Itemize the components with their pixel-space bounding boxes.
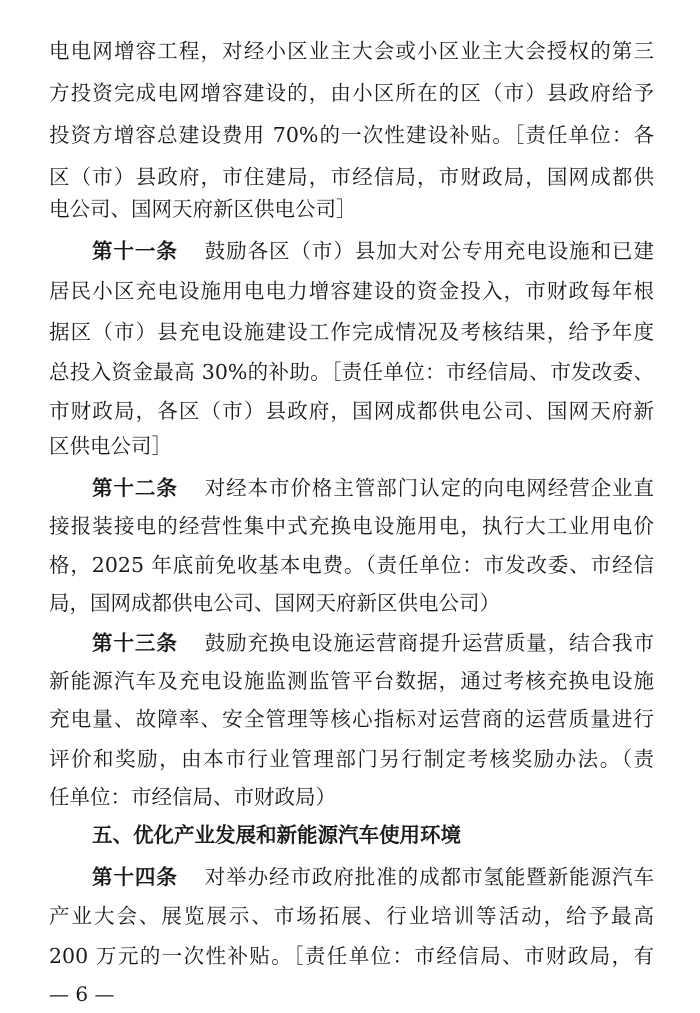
text-line: 市财政局，各区（市）县政府，国网成都供电公司、国网天府新 [49, 399, 654, 423]
text-line: 200 万元的一次性补贴。［责任单位：市经信局、市财政局，有 [49, 944, 654, 968]
text-line: 任单位：市经信局、市财政局） [49, 785, 336, 809]
article-title: 第十二条 [92, 476, 178, 500]
article-title: 第十一条 [92, 239, 178, 263]
text-line: 接报装接电的经营性集中式充换电设施用电，执行大工业用电价 [49, 514, 654, 538]
text-line: 据区（市）县充电设施建设工作完成情况及考核结果，给予年度 [49, 320, 654, 344]
text-line: 总投入资金最高 30%的补助。［责任单位：市经信局、市发改委、 [49, 360, 654, 384]
article-text: 鼓励各区（市）县加大对公专用充电设施和已建 [204, 239, 654, 263]
text-line: 产业大会、展览展示、市场拓展、行业培训等活动，给予最高 [49, 904, 654, 928]
text-line: 充电量、故障率、安全管理等核心指标对运营商的运营质量进行 [49, 707, 654, 731]
section-heading: 五、优化产业发展和新能源汽车使用环境 [92, 823, 461, 847]
article-text: 对举办经市政府批准的成都市氢能暨新能源汽车 [204, 865, 654, 889]
article-14-first-line [92, 856, 654, 898]
text-line: 电电网增容工程，对经小区业主大会或小区业主大会授权的第三 [49, 39, 654, 63]
article-12-first-line [92, 467, 654, 509]
text-line: 方投资完成电网增容建设的，由小区所在的区（市）县政府给予 [49, 81, 654, 105]
article-11-first-line [92, 230, 654, 272]
text-line: 局，国网成都供电公司、国网天府新区供电公司） [49, 591, 500, 615]
text-line: 居民小区充电设施用电电力增容建设的资金投入，市财政每年根 [49, 279, 654, 303]
text-line: 新能源汽车及充电设施监测监管平台数据，通过考核充换电设施 [49, 669, 654, 693]
article-13-first-line [92, 622, 654, 664]
text-line: 区供电公司］ [49, 434, 172, 458]
article-text: 鼓励充换电设施运营商提升运营质量，结合我市 [204, 631, 654, 655]
article-text: 对经本市价格主管部门认定的向电网经营企业直 [204, 476, 654, 500]
text-line: 区（市）县政府，市住建局，市经信局，市财政局，国网成都供 [49, 165, 654, 189]
page-number: — 6 — [49, 982, 115, 1006]
text-line: 格，2025 年底前免收基本电费。（责任单位：市发改委、市经信 [49, 553, 654, 577]
article-title: 第十三条 [92, 631, 178, 655]
text-line: 投资方增容总建设费用 70%的一次性建设补贴。［责任单位：各 [49, 123, 654, 147]
text-line: 电公司、国网天府新区供电公司］ [49, 197, 357, 221]
text-line: 评价和奖励，由本市行业管理部门另行制定考核奖励办法。（责 [49, 747, 654, 771]
article-title: 第十四条 [92, 865, 178, 889]
